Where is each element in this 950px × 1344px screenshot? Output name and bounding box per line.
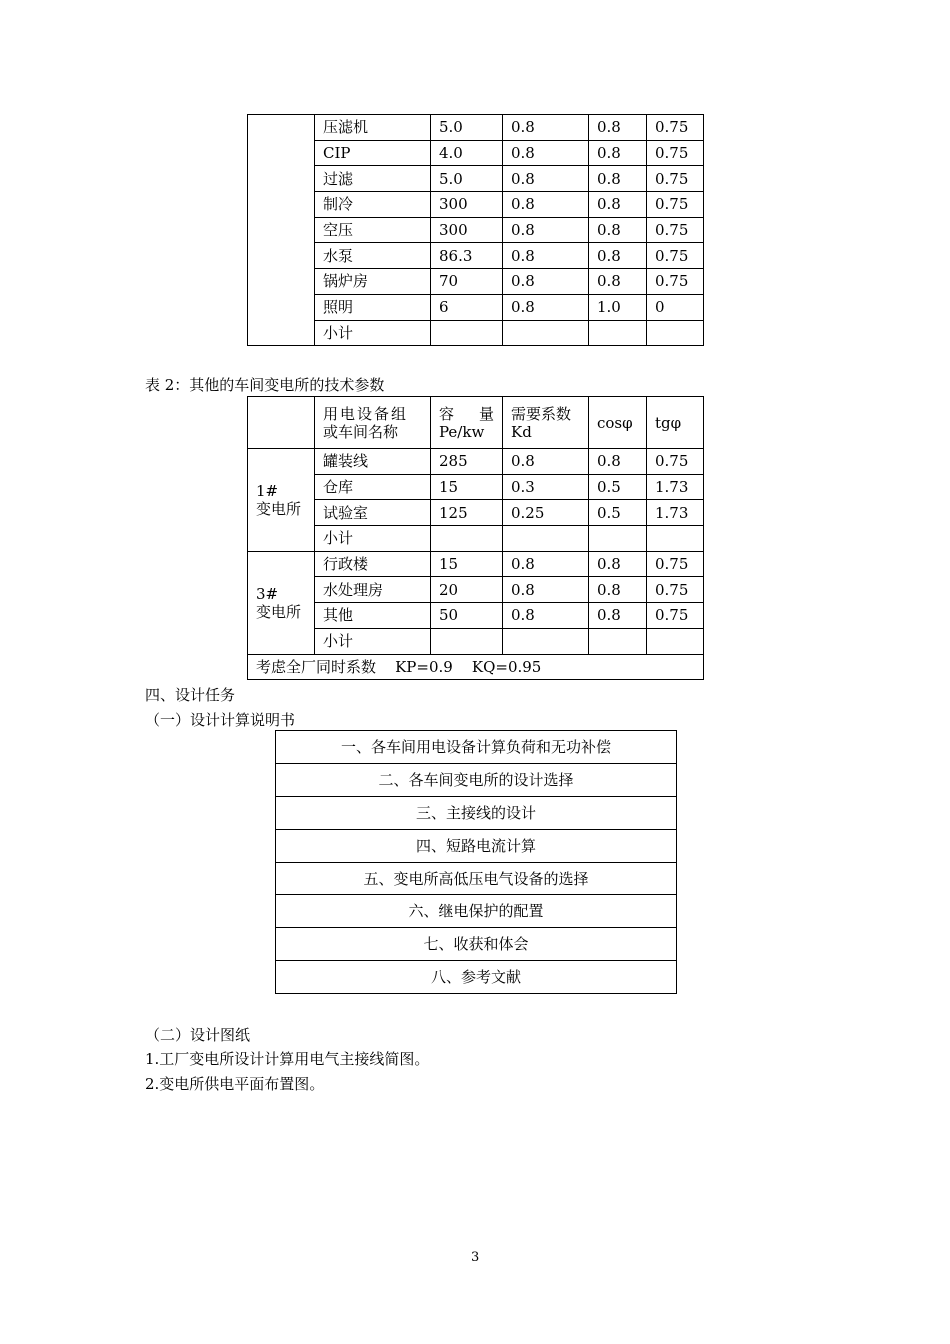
table-2-header-kd [503,397,589,449]
table-row [248,140,704,166]
cell-name: 行政楼 [315,551,431,577]
cell-cos: 0.8 [589,243,647,269]
header-cap-line2: Pe/kw [439,422,485,441]
cell-tg [647,526,704,552]
cell-pe: 20 [431,577,503,603]
cell-pe: 285 [431,449,503,475]
cell-name: 小计 [315,628,431,654]
cell-pe: 5.0 [431,115,503,141]
table-2-footer-row [248,654,704,680]
cell-cos [589,320,647,346]
cell-name: 小计 [315,320,431,346]
cell-cos: 0.5 [589,500,647,526]
cell-cos: 0.8 [589,551,647,577]
cell-tg: 0.75 [647,243,704,269]
table-row [248,294,704,320]
cell-kd [503,628,589,654]
cell-pe: 50 [431,603,503,629]
cell-kd: 0.8 [503,577,589,603]
cell-pe: 70 [431,269,503,295]
cell-name: 压滤机 [315,115,431,141]
contents-row [276,961,677,994]
cell-kd: 0.3 [503,474,589,500]
cell-name: 锅炉房 [315,269,431,295]
cell-tg: 0.75 [647,140,704,166]
cell-name: 空压 [315,217,431,243]
cell-name: 制冷 [315,192,431,218]
table-2-header-tg: tgφ [647,397,704,449]
header-kd-line2: Kd [511,422,532,441]
contents-row [276,796,677,829]
cell-pe: 5.0 [431,166,503,192]
cell-name: CIP [315,140,431,166]
cell-cos: 0.8 [589,192,647,218]
cell-cos [589,628,647,654]
cell-kd: 0.8 [503,294,589,320]
contents-row [276,895,677,928]
cell-name: 仓库 [315,474,431,500]
cell-kd: 0.8 [503,217,589,243]
cell-name: 小计 [315,526,431,552]
cell-kd [503,320,589,346]
table-1-continued [247,114,704,346]
cell-pe: 15 [431,474,503,500]
cell-kd [503,526,589,552]
table-row [248,474,704,500]
table-row [248,449,704,475]
cell-pe: 125 [431,500,503,526]
cell-kd: 0.8 [503,192,589,218]
page-number: 3 [471,1250,480,1265]
table-2-header-name [315,397,431,449]
table-2 [247,396,704,680]
cell-kd: 0.8 [503,115,589,141]
header-cap-a: 容 [439,404,455,423]
contents-row [276,731,677,764]
cell-tg: 0.75 [647,217,704,243]
cell-tg: 0.75 [647,551,704,577]
cell-pe: 300 [431,217,503,243]
table-row [248,551,704,577]
cell-cos: 0.8 [589,577,647,603]
cell-tg: 0.75 [647,115,704,141]
substation-label-cell [248,551,315,654]
table-row [248,500,704,526]
table-row [248,603,704,629]
contents-row [276,862,677,895]
header-name-line2: 或车间名称 [323,422,399,441]
cell-cos: 1.0 [589,294,647,320]
cell-pe: 15 [431,551,503,577]
cell-kd: 0.8 [503,269,589,295]
section-4-title: 四、设计任务 [145,686,236,704]
cell-tg: 0.75 [647,269,704,295]
contents-row [276,829,677,862]
contents-row [276,928,677,961]
cell-name: 照明 [315,294,431,320]
cell-kd: 0.8 [503,449,589,475]
table-row [248,269,704,295]
cell-cos: 0.8 [589,217,647,243]
drawing-item-1: 1.工厂变电所设计计算用电气主接线简图。 [145,1050,430,1068]
substation-label-cell [248,449,315,552]
cell-name: 试验室 [315,500,431,526]
cell-kd: 0.8 [503,603,589,629]
section-4-sub2: （二）设计图纸 [145,1026,251,1044]
table-row [248,320,704,346]
design-contents-table [275,730,677,994]
table-row [248,115,704,141]
contents-item: 一、各车间用电设备计算负荷和无功补偿 [276,731,677,764]
header-cap-b: 量 [478,404,494,423]
cell-pe: 6 [431,294,503,320]
cell-name: 其他 [315,603,431,629]
table-1-group-cell [248,115,315,346]
substation-word: 变电所 [256,499,302,518]
substation-number: 3# [256,584,279,603]
contents-item: 八、参考文献 [276,961,677,994]
cell-tg: 0.75 [647,577,704,603]
cell-cos [589,526,647,552]
cell-name: 过滤 [315,166,431,192]
contents-item: 六、继电保护的配置 [276,895,677,928]
cell-pe: 86.3 [431,243,503,269]
section-4-sub1: （一）设计计算说明书 [145,711,296,729]
table-2-header-row [248,397,704,449]
table-2-header-cos: cosφ [589,397,647,449]
cell-cos: 0.8 [589,603,647,629]
table-row [248,577,704,603]
cell-pe [431,526,503,552]
cell-tg [647,628,704,654]
cell-cos: 0.8 [589,269,647,295]
cell-cos: 0.8 [589,166,647,192]
cell-pe [431,628,503,654]
cell-tg: 1.73 [647,500,704,526]
cell-cos: 0.5 [589,474,647,500]
cell-pe: 4.0 [431,140,503,166]
table-row [248,166,704,192]
cell-name: 水处理房 [315,577,431,603]
cell-kd: 0.8 [503,551,589,577]
table-2-header-capacity [431,397,503,449]
contents-item: 二、各车间变电所的设计选择 [276,763,677,796]
cell-name: 罐装线 [315,449,431,475]
contents-row [276,763,677,796]
drawing-item-2: 2.变电所供电平面布置图。 [145,1075,325,1093]
cell-tg: 0.75 [647,449,704,475]
simultaneity-factor-note: 考虑全厂同时系数 KP=0.9 KQ=0.95 [248,654,704,680]
table-row [248,243,704,269]
cell-tg [647,320,704,346]
cell-tg: 0.75 [647,166,704,192]
cell-tg: 0.75 [647,192,704,218]
table-row [248,192,704,218]
substation-number: 1# [256,481,279,500]
cell-tg: 0 [647,294,704,320]
cell-tg: 1.73 [647,474,704,500]
contents-item: 四、短路电流计算 [276,829,677,862]
cell-kd: 0.8 [503,243,589,269]
cell-kd: 0.8 [503,166,589,192]
cell-cos: 0.8 [589,115,647,141]
table-row [248,628,704,654]
header-name-line1: 用电设备组 [323,404,409,423]
cell-cos: 0.8 [589,140,647,166]
table-row [248,217,704,243]
header-kd-line1: 需要系数 [511,404,572,423]
table-row [248,526,704,552]
cell-pe: 300 [431,192,503,218]
cell-kd: 0.25 [503,500,589,526]
contents-item: 七、收获和体会 [276,928,677,961]
contents-item: 五、变电所高低压电气设备的选择 [276,862,677,895]
cell-kd: 0.8 [503,140,589,166]
table-2-caption: 表 2：其他的车间变电所的技术参数 [145,376,385,394]
cell-pe [431,320,503,346]
cell-name: 水泵 [315,243,431,269]
cell-cos: 0.8 [589,449,647,475]
table-2-header-empty [248,397,315,449]
cell-tg: 0.75 [647,603,704,629]
substation-word: 变电所 [256,602,302,621]
contents-item: 三、主接线的设计 [276,796,677,829]
